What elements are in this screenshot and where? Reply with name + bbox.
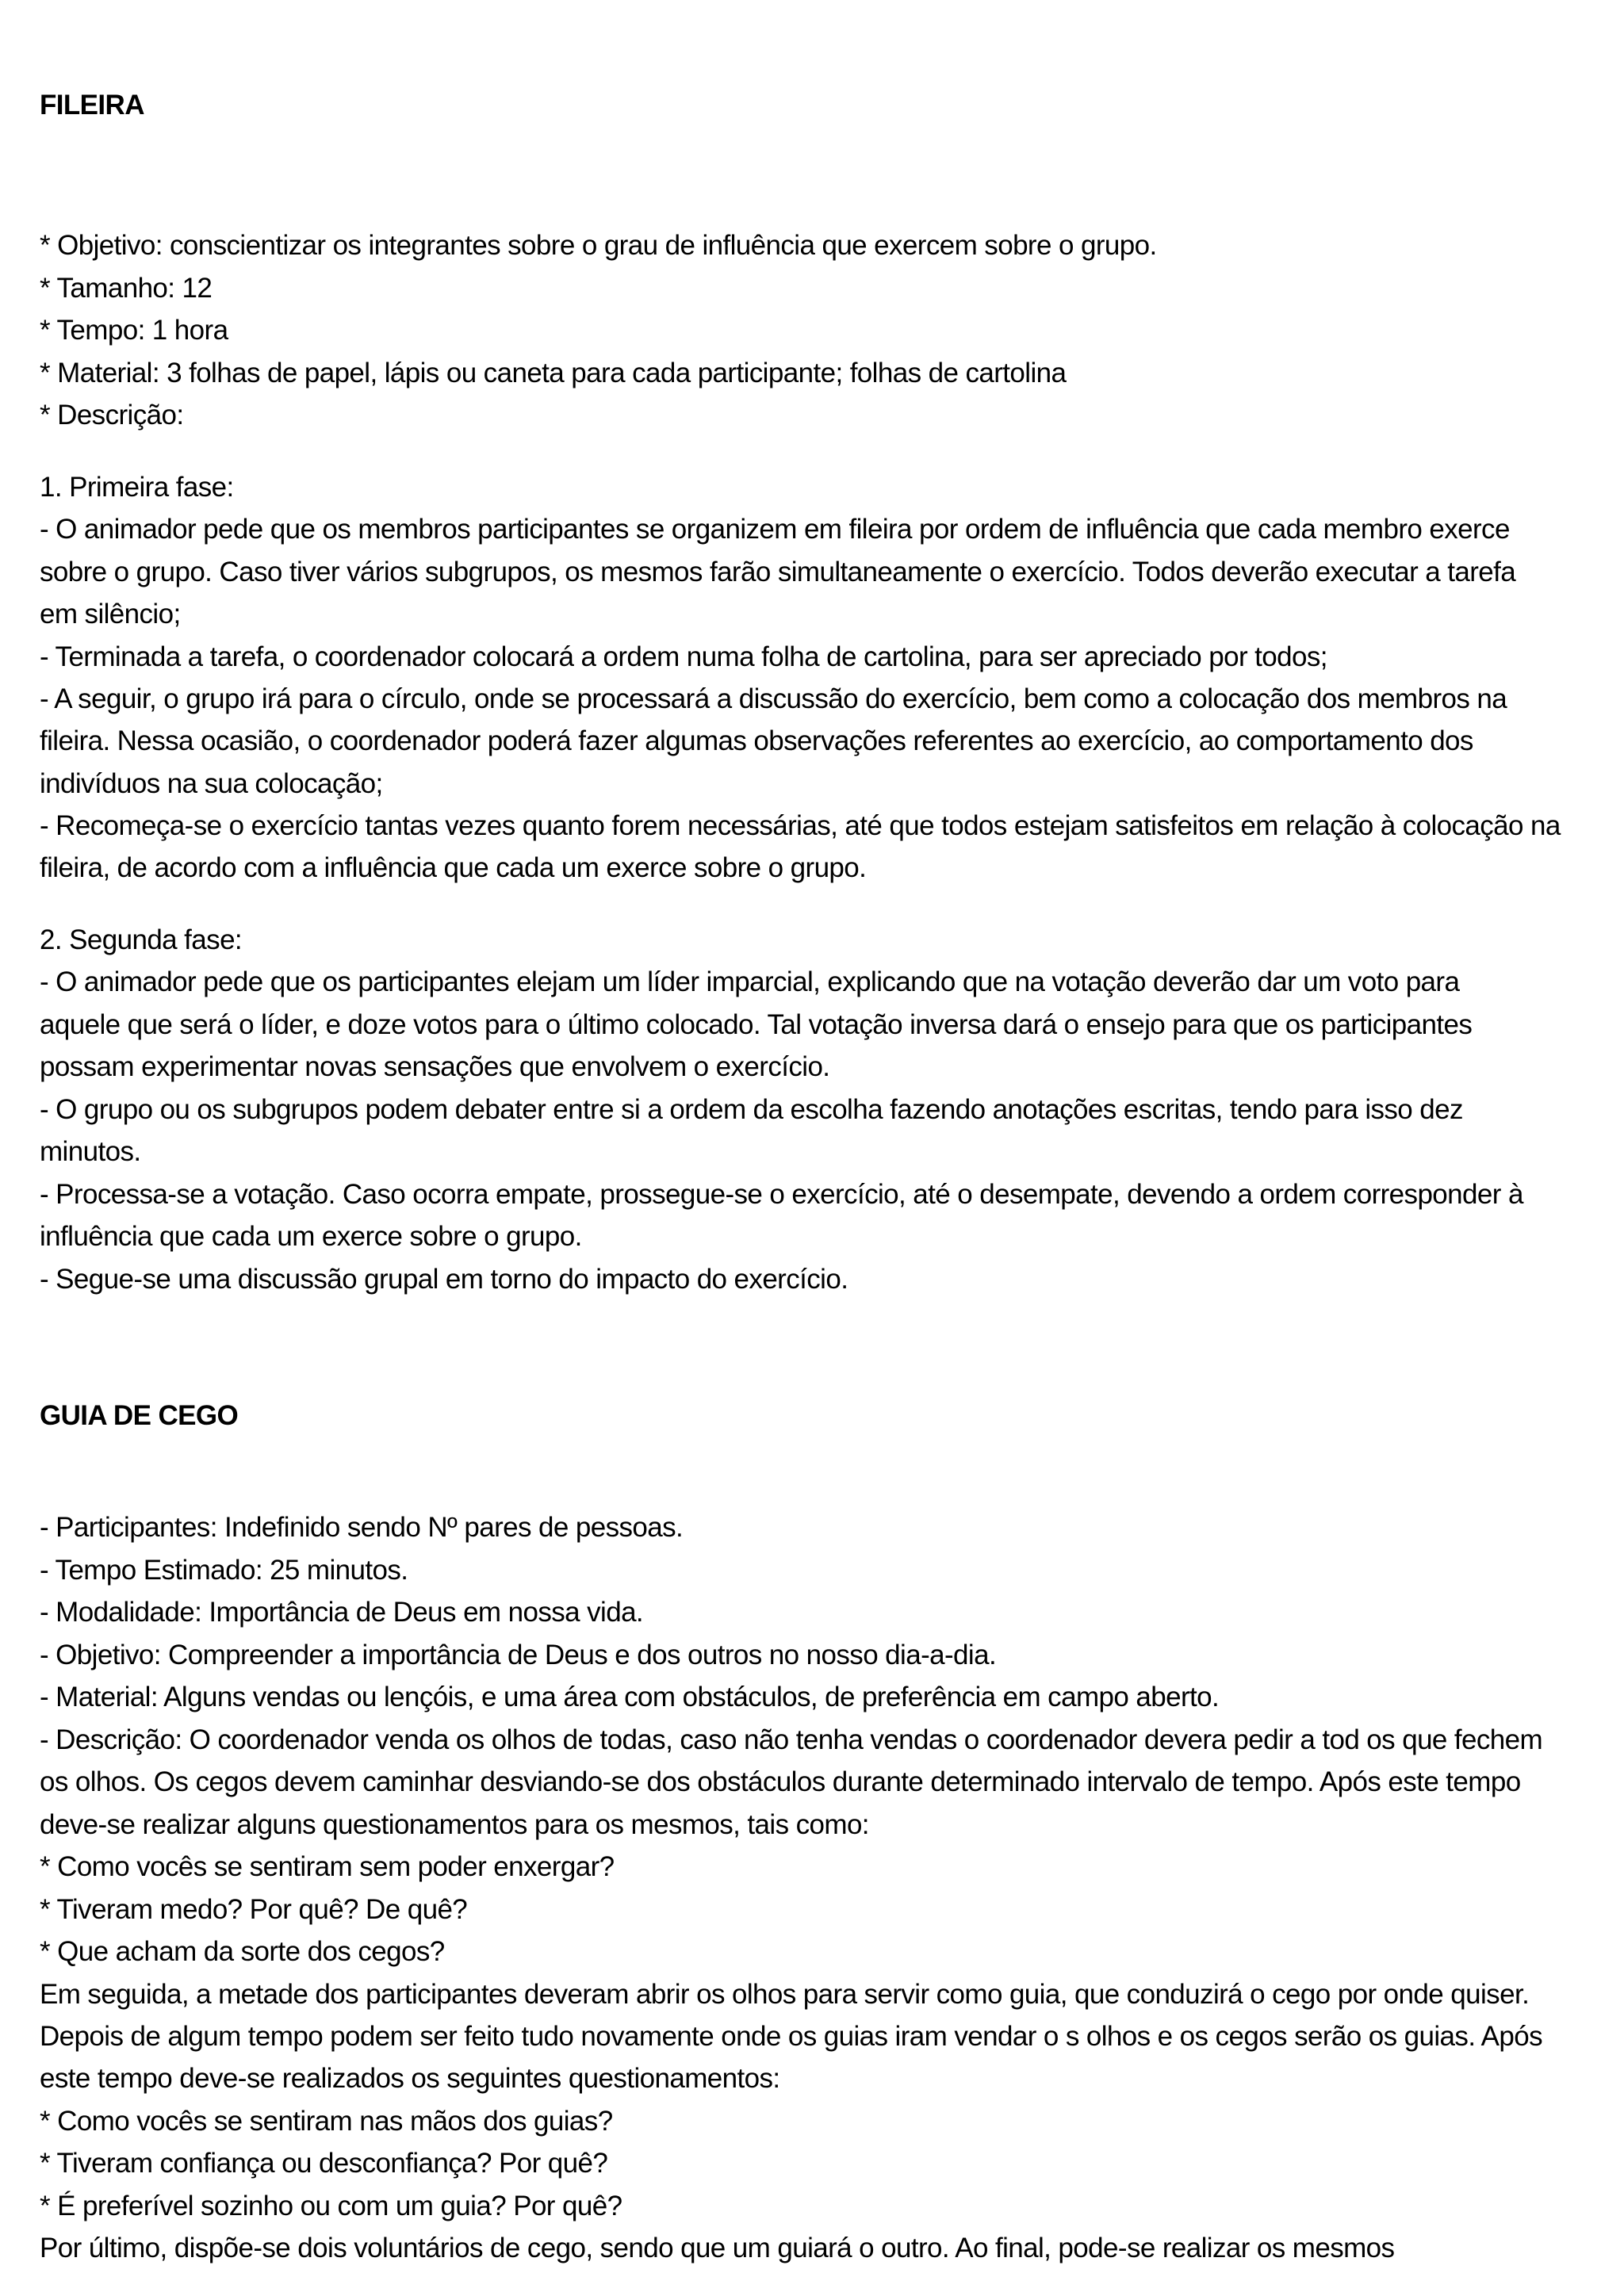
fileira-phase1-line: - A seguir, o grupo irá para o círculo, onde se processará a discussão do exercício, bem como a colocação dos membros na xyxy=(40,683,1507,714)
guia-question: * Como vocês se sentiram nas mãos dos guias? xyxy=(40,2106,613,2137)
fileira-phase2-line: - Processa-se a votação. Caso ocorra empate, prossegue-se o exercício, até o desempate, devendo a ordem corresponder à xyxy=(40,1179,1523,1210)
fileira-phase2-line: - Segue-se uma discussão grupal em torno do impacto do exercício. xyxy=(40,1264,848,1295)
guia-line: Por último, dispõe-se dois voluntários de cego, sendo que um guiará o outro. Ao final, pode-se realizar os mesmos xyxy=(40,2233,1395,2263)
fileira-phase2-line: aquele que será o líder, e doze votos para o último colocado. Tal votação inversa dará o ensejo para que os participantes xyxy=(40,1009,1473,1040)
fileira-phase2-heading: 2. Segunda fase: xyxy=(40,924,243,955)
fileira-phase2-line: - O animador pede que os participantes elejam um líder imparcial, explicando que na votação deverão dar um voto para xyxy=(40,966,1460,997)
guia-question: * É preferível sozinho ou com um guia? Por quê? xyxy=(40,2191,622,2221)
guia-line-descricao: - Descrição: O coordenador venda os olhos de todas, caso não tenha vendas o coordenador devera pedir a tod os que fechem xyxy=(40,1724,1543,1755)
section-title-guia-de-cego: GUIA DE CEGO xyxy=(40,1400,239,1431)
guia-question: * Tiveram medo? Por quê? De quê? xyxy=(40,1894,468,1925)
fileira-phase1-line: fileira, de acordo com a influência que cada um exerce sobre o grupo. xyxy=(40,852,867,883)
fileira-line-material: * Material: 3 folhas de papel, lápis ou caneta para cada participante; folhas de cartolina xyxy=(40,358,1067,388)
fileira-phase1-line: - Terminada a tarefa, o coordenador colocará a ordem numa folha de cartolina, para ser apreciado por todos; xyxy=(40,641,1327,672)
fileira-phase1-line: - Recomeça-se o exercício tantas vezes quanto forem necessárias, até que todos estejam satisfeitos em relação à colocação na xyxy=(40,810,1561,841)
fileira-phase1-line: fileira. Nessa ocasião, o coordenador poderá fazer algumas observações referentes ao exercício, ao comportamento dos xyxy=(40,725,1473,756)
guia-line-objetivo: - Objetivo: Compreender a importância de Deus e dos outros no nosso dia-a-dia. xyxy=(40,1640,997,1670)
guia-line: Em seguida, a metade dos participantes deveram abrir os olhos para servir como guia, que conduzirá o cego por onde quiser. xyxy=(40,1979,1530,2010)
guia-line: este tempo deve-se realizados os seguintes questionamentos: xyxy=(40,2063,780,2094)
guia-question: * Como vocês se sentiram sem poder enxergar? xyxy=(40,1851,615,1882)
fileira-phase1-line: sobre o grupo. Caso tiver vários subgrupos, os mesmos farão simultaneamente o exercício. Todos deverão executar a tarefa xyxy=(40,557,1516,587)
guia-line-tempo: - Tempo Estimado: 25 minutos. xyxy=(40,1555,408,1586)
guia-line-material: - Material: Alguns vendas ou lençóis, e uma área com obstáculos, de preferência em campo aberto. xyxy=(40,1682,1220,1712)
guia-line: os olhos. Os cegos devem caminhar desviando-se dos obstáculos durante determinado intervalo de tempo. Após este tempo xyxy=(40,1766,1521,1797)
fileira-phase1-heading: 1. Primeira fase: xyxy=(40,472,234,503)
fileira-line-descricao: * Descrição: xyxy=(40,400,184,430)
fileira-phase2-line: influência que cada um exerce sobre o grupo. xyxy=(40,1221,582,1252)
fileira-line-tamanho: * Tamanho: 12 xyxy=(40,273,213,304)
guia-question: * Tiveram confiança ou desconfiança? Por quê? xyxy=(40,2148,608,2179)
guia-line-participantes: - Participantes: Indefinido sendo Nº pares de pessoas. xyxy=(40,1512,684,1543)
fileira-phase2-line: possam experimentar novas sensações que envolvem o exercício. xyxy=(40,1051,830,1082)
section-title-fileira: FILEIRA xyxy=(40,90,144,121)
fileira-phase1-line: em silêncio; xyxy=(40,599,181,629)
fileira-line-tempo: * Tempo: 1 hora xyxy=(40,315,228,346)
guia-line-modalidade: - Modalidade: Importância de Deus em nossa vida. xyxy=(40,1597,644,1628)
guia-line: deve-se realizar alguns questionamentos para os mesmos, tais como: xyxy=(40,1809,869,1840)
fileira-line-objetivo: * Objetivo: conscientizar os integrantes sobre o grau de influência que exercem sobre o grupo. xyxy=(40,230,1157,261)
guia-question: * Que acham da sorte dos cegos? xyxy=(40,1936,445,1967)
fileira-phase1-line: - O animador pede que os membros participantes se organizem em fileira por ordem de influência que cada membro exerce xyxy=(40,514,1510,545)
fileira-phase2-line: minutos. xyxy=(40,1136,141,1167)
fileira-phase2-line: - O grupo ou os subgrupos podem debater entre si a ordem da escolha fazendo anotações escritas, tendo para isso dez xyxy=(40,1094,1463,1125)
guia-line: Depois de algum tempo podem ser feito tudo novamente onde os guias iram vendar o s olhos e os cegos serão os guias. Após xyxy=(40,2021,1543,2052)
fileira-phase1-line: indivíduos na sua colocação; xyxy=(40,768,383,799)
